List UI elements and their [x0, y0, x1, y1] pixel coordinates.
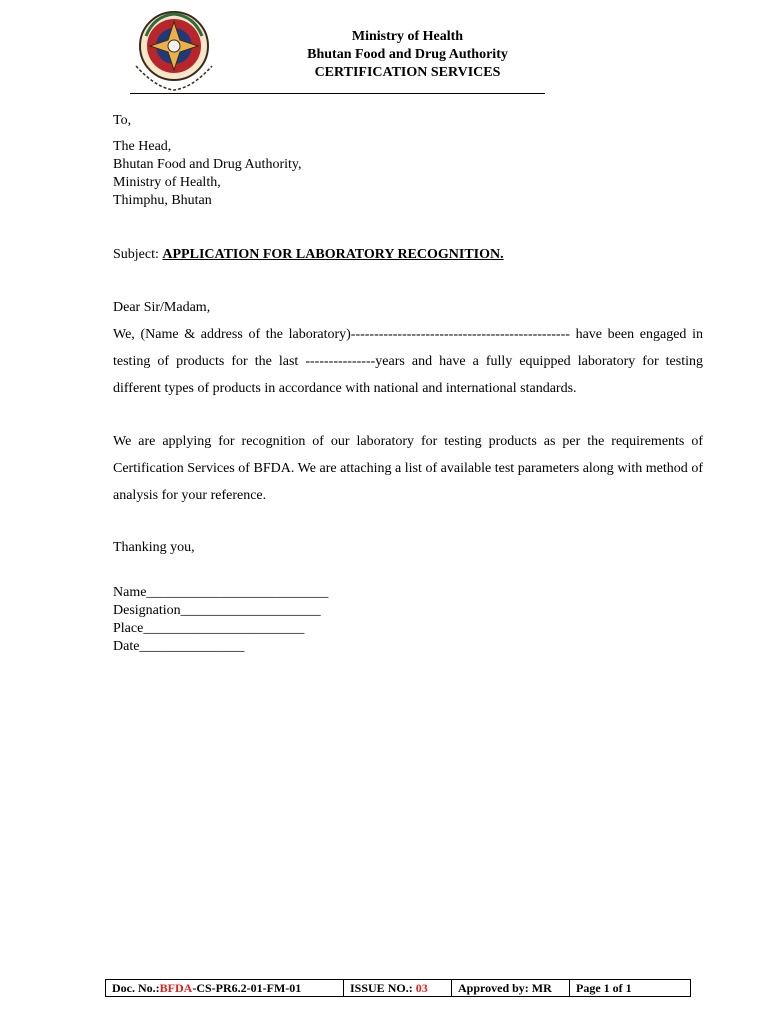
footer-doc-suffix: -CS-PR6.2-01-FM-01 [192, 981, 302, 995]
address-line: The Head, [113, 139, 172, 154]
subject-text: APPLICATION FOR LABORATORY RECOGNITION. [162, 247, 504, 262]
body-paragraph-1: We, (Name & address of the laboratory)----------------------------------------------- have been engaged in testing of products for the last ---------------years and have a fully equipped laboratory for testing different types of products in accordance with national and international standards. [113, 327, 703, 396]
bhutan-emblem-icon [126, 6, 222, 102]
signature-designation-field: Designation____________________ [113, 603, 321, 618]
body-paragraph-2: We are applying for recognition of our laboratory for testing products as per the requirements of Certification Services of BFDA. We are attaching a list of available test parameters along with method of analysis for your reference. [113, 434, 703, 503]
signature-block [113, 584, 328, 656]
footer-issue-label: ISSUE NO.: [350, 981, 416, 995]
address-line: Bhutan Food and Drug Authority, [113, 157, 302, 172]
signature-name-field: Name__________________________ [113, 585, 329, 600]
header-authority: Bhutan Food and Drug Authority [307, 47, 508, 62]
footer-doc-red: BFDA [159, 981, 193, 995]
header-divider [130, 93, 545, 94]
closing: Thanking you, [113, 540, 195, 555]
address-line: Ministry of Health, [113, 175, 221, 190]
footer-doc-number [106, 980, 344, 996]
footer-approved: Approved by: MR [452, 980, 570, 996]
header-service: CERTIFICATION SERVICES [314, 65, 501, 80]
footer-issue-value: 03 [415, 981, 428, 995]
signature-date-field: Date_______________ [113, 639, 245, 654]
footer-doc-prefix: Doc. No.: [112, 981, 160, 995]
subject-line [113, 246, 504, 264]
address-line: Thimphu, Bhutan [113, 193, 212, 208]
salutation: Dear Sir/Madam, [113, 300, 211, 315]
document-footer [105, 979, 691, 997]
header-ministry: Ministry of Health [351, 29, 464, 44]
letterhead [240, 28, 575, 82]
footer-page: Page 1 of 1 [576, 981, 632, 995]
recipient-address [113, 138, 301, 210]
footer-issue [344, 980, 452, 996]
signature-place-field: Place_______________________ [113, 621, 305, 636]
subject-label: Subject: [113, 247, 163, 262]
recipient-to: To, [113, 113, 132, 128]
